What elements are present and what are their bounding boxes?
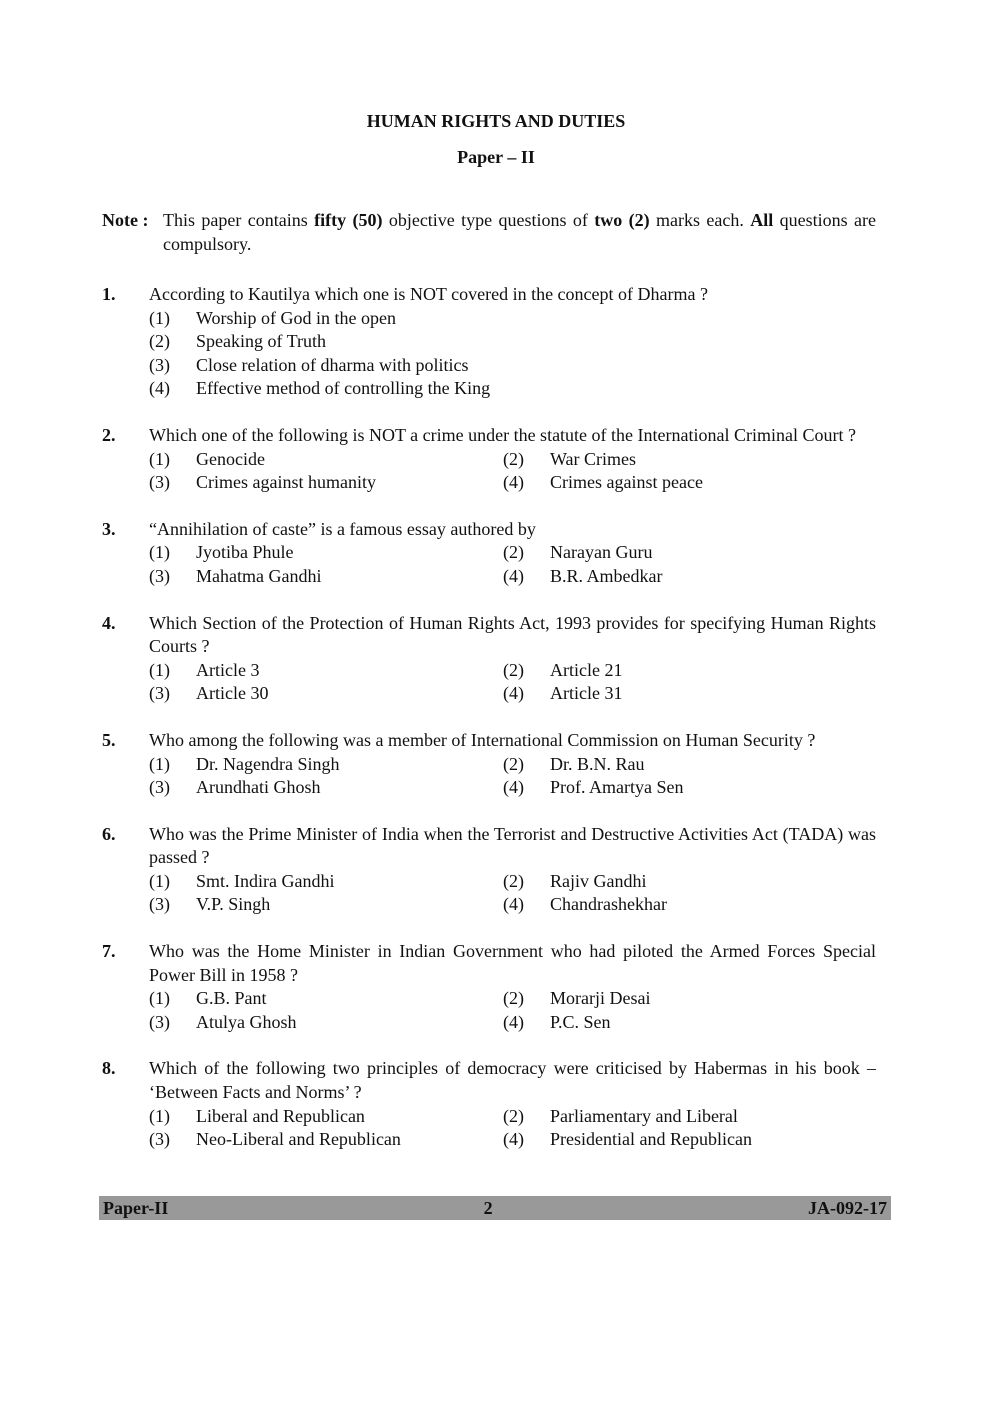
option-text: Effective method of controlling the King bbox=[196, 378, 491, 399]
option-number: (2) bbox=[503, 448, 524, 469]
note-segment: objective type questions of bbox=[382, 210, 595, 230]
instructions-note bbox=[102, 208, 876, 256]
answer-option bbox=[149, 565, 503, 589]
option-text: Morarji Desai bbox=[550, 988, 651, 1009]
question-number: 7. bbox=[102, 941, 116, 962]
option-text: War Crimes bbox=[550, 448, 637, 469]
answer-option bbox=[503, 753, 857, 777]
question-text: Which Section of the Protection of Human Rights Act, 1993 provides for specifying Human Rights Courts ? bbox=[149, 612, 876, 657]
question-number: 1. bbox=[102, 284, 116, 304]
option-text: Speaking of Truth bbox=[196, 331, 327, 352]
option-text: Liberal and Republican bbox=[196, 1105, 365, 1126]
question-number: 4. bbox=[102, 612, 116, 633]
option-text: Dr. Nagendra Singh bbox=[196, 753, 340, 774]
option-number: (2) bbox=[503, 659, 524, 680]
paper-subtitle: Paper – II bbox=[457, 147, 535, 167]
option-number: (4) bbox=[503, 565, 524, 586]
option-number: (4) bbox=[503, 472, 524, 493]
answer-option bbox=[503, 448, 857, 472]
question-number: 5. bbox=[102, 729, 116, 750]
option-text: Neo-Liberal and Republican bbox=[196, 1129, 401, 1150]
option-number: (3) bbox=[149, 777, 170, 798]
option-number: (4) bbox=[503, 1129, 524, 1150]
note-emphasis: fifty (50) bbox=[314, 210, 383, 230]
question-item bbox=[102, 518, 876, 589]
option-text: Rajiv Gandhi bbox=[550, 870, 647, 891]
option-list bbox=[149, 870, 876, 917]
note-emphasis: two (2) bbox=[594, 210, 650, 230]
option-text: Crimes against humanity bbox=[196, 472, 376, 493]
answer-option bbox=[503, 776, 857, 800]
option-list bbox=[149, 541, 876, 588]
page-number: 2 bbox=[483, 1197, 493, 1218]
question-item bbox=[102, 1057, 876, 1151]
answer-option bbox=[149, 893, 503, 917]
answer-option bbox=[149, 307, 876, 331]
footer-paper-label: Paper-II bbox=[103, 1197, 169, 1218]
question-text: Which one of the following is NOT a crime under the statute of the International Criminal Court ? bbox=[149, 424, 856, 445]
answer-option bbox=[149, 776, 503, 800]
answer-option bbox=[149, 1128, 503, 1152]
option-number: (2) bbox=[149, 331, 170, 352]
answer-option bbox=[503, 1011, 857, 1035]
question-text: Who among the following was a member of International Commission on Human Security ? bbox=[149, 729, 816, 750]
option-text: Narayan Guru bbox=[550, 542, 653, 563]
option-number: (4) bbox=[503, 894, 524, 915]
option-number: (4) bbox=[503, 683, 524, 704]
option-number: (1) bbox=[149, 988, 170, 1009]
document-title: HUMAN RIGHTS AND DUTIES bbox=[366, 111, 626, 131]
option-text: Mahatma Gandhi bbox=[196, 565, 322, 586]
option-number: (3) bbox=[149, 894, 170, 915]
note-segment: marks each. bbox=[649, 210, 751, 230]
option-text: Prof. Amartya Sen bbox=[550, 777, 684, 798]
option-text: Presidential and Republican bbox=[550, 1129, 752, 1150]
question-item bbox=[102, 424, 876, 495]
answer-option bbox=[149, 471, 503, 495]
answer-option bbox=[503, 987, 857, 1011]
page-footer bbox=[99, 1196, 891, 1220]
question-list bbox=[102, 283, 876, 1175]
option-text: Atulya Ghosh bbox=[196, 1011, 297, 1032]
option-list bbox=[149, 307, 876, 401]
option-text: Article 30 bbox=[196, 683, 269, 704]
option-number: (4) bbox=[503, 1011, 524, 1032]
option-text: Crimes against peace bbox=[550, 472, 703, 493]
answer-option bbox=[503, 682, 857, 706]
option-text: B.R. Ambedkar bbox=[550, 565, 663, 586]
option-number: (4) bbox=[149, 378, 170, 399]
answer-option bbox=[503, 1128, 857, 1152]
option-text: Arundhati Ghosh bbox=[196, 777, 321, 798]
option-number: (3) bbox=[149, 354, 170, 375]
note-label: Note : bbox=[102, 210, 149, 230]
question-text: “Annihilation of caste” is a famous essay authored by bbox=[149, 518, 536, 539]
question-number: 8. bbox=[102, 1058, 116, 1079]
option-text: V.P. Singh bbox=[196, 894, 271, 915]
question-number: 3. bbox=[102, 518, 116, 539]
option-text: Article 3 bbox=[196, 659, 260, 680]
option-text: Dr. B.N. Rau bbox=[550, 753, 645, 774]
note-segment: questions are compulsory. bbox=[163, 210, 876, 254]
answer-option bbox=[149, 659, 503, 683]
option-text: Article 31 bbox=[550, 683, 623, 704]
answer-option bbox=[149, 541, 503, 565]
question-text: Which of the following two principles of democracy were criticised by Habermas in his book – ‘Between Facts and Norms’ ? bbox=[149, 1058, 876, 1103]
option-number: (1) bbox=[149, 307, 170, 328]
question-item bbox=[102, 283, 876, 401]
answer-option bbox=[149, 330, 876, 354]
option-list bbox=[149, 659, 876, 706]
option-text: Genocide bbox=[196, 448, 265, 469]
option-number: (3) bbox=[149, 565, 170, 586]
answer-option bbox=[503, 541, 857, 565]
option-number: (1) bbox=[149, 542, 170, 563]
question-number: 6. bbox=[102, 823, 116, 844]
question-item bbox=[102, 612, 876, 706]
option-number: (3) bbox=[149, 472, 170, 493]
option-number: (2) bbox=[503, 988, 524, 1009]
option-text: G.B. Pant bbox=[196, 988, 267, 1009]
option-text: Jyotiba Phule bbox=[196, 542, 294, 563]
question-item bbox=[102, 729, 876, 800]
option-number: (2) bbox=[503, 753, 524, 774]
question-text: Who was the Prime Minister of India when the Terrorist and Destructive Activities Act (TADA) was passed ? bbox=[149, 823, 876, 868]
option-number: (1) bbox=[149, 753, 170, 774]
option-text: Chandrashekhar bbox=[550, 894, 667, 915]
option-list bbox=[149, 1105, 876, 1152]
question-text: According to Kautilya which one is NOT covered in the concept of Dharma ? bbox=[149, 284, 708, 304]
option-text: P.C. Sen bbox=[550, 1011, 611, 1032]
option-text: Worship of God in the open bbox=[196, 307, 397, 328]
answer-option bbox=[149, 448, 503, 472]
option-number: (2) bbox=[503, 870, 524, 891]
note-segment: This paper contains bbox=[163, 210, 315, 230]
option-text: Article 21 bbox=[550, 659, 623, 680]
question-text: Who was the Home Minister in Indian Government who had piloted the Armed Forces Special Power Bill in 1958 ? bbox=[149, 941, 876, 985]
answer-option bbox=[149, 870, 503, 894]
answer-option bbox=[149, 377, 876, 401]
note-emphasis: All bbox=[750, 210, 774, 230]
answer-option bbox=[503, 1105, 857, 1129]
answer-option bbox=[149, 1011, 503, 1035]
answer-option bbox=[503, 870, 857, 894]
answer-option bbox=[149, 1105, 503, 1129]
note-text bbox=[163, 208, 876, 256]
answer-option bbox=[149, 354, 876, 378]
option-number: (1) bbox=[149, 870, 170, 891]
option-number: (3) bbox=[149, 1011, 170, 1032]
answer-option bbox=[503, 659, 857, 683]
question-item bbox=[102, 823, 876, 917]
option-list bbox=[149, 448, 876, 495]
answer-option bbox=[149, 682, 503, 706]
option-number: (1) bbox=[149, 659, 170, 680]
option-number: (2) bbox=[503, 542, 524, 563]
question-item bbox=[102, 940, 876, 1034]
option-number: (1) bbox=[149, 448, 170, 469]
question-number: 2. bbox=[102, 424, 116, 445]
answer-option bbox=[149, 987, 503, 1011]
option-text: Close relation of dharma with politics bbox=[196, 354, 469, 375]
option-list bbox=[149, 987, 876, 1034]
option-number: (4) bbox=[503, 777, 524, 798]
option-number: (1) bbox=[149, 1105, 170, 1126]
option-number: (3) bbox=[149, 1129, 170, 1150]
answer-option bbox=[503, 471, 857, 495]
answer-option bbox=[149, 753, 503, 777]
option-number: (2) bbox=[503, 1105, 524, 1126]
option-text: Smt. Indira Gandhi bbox=[196, 870, 335, 891]
answer-option bbox=[503, 893, 857, 917]
paper-code: JA-092-17 bbox=[807, 1197, 887, 1218]
answer-option bbox=[503, 565, 857, 589]
option-text: Parliamentary and Liberal bbox=[550, 1105, 738, 1126]
option-list bbox=[149, 753, 876, 800]
option-number: (3) bbox=[149, 683, 170, 704]
